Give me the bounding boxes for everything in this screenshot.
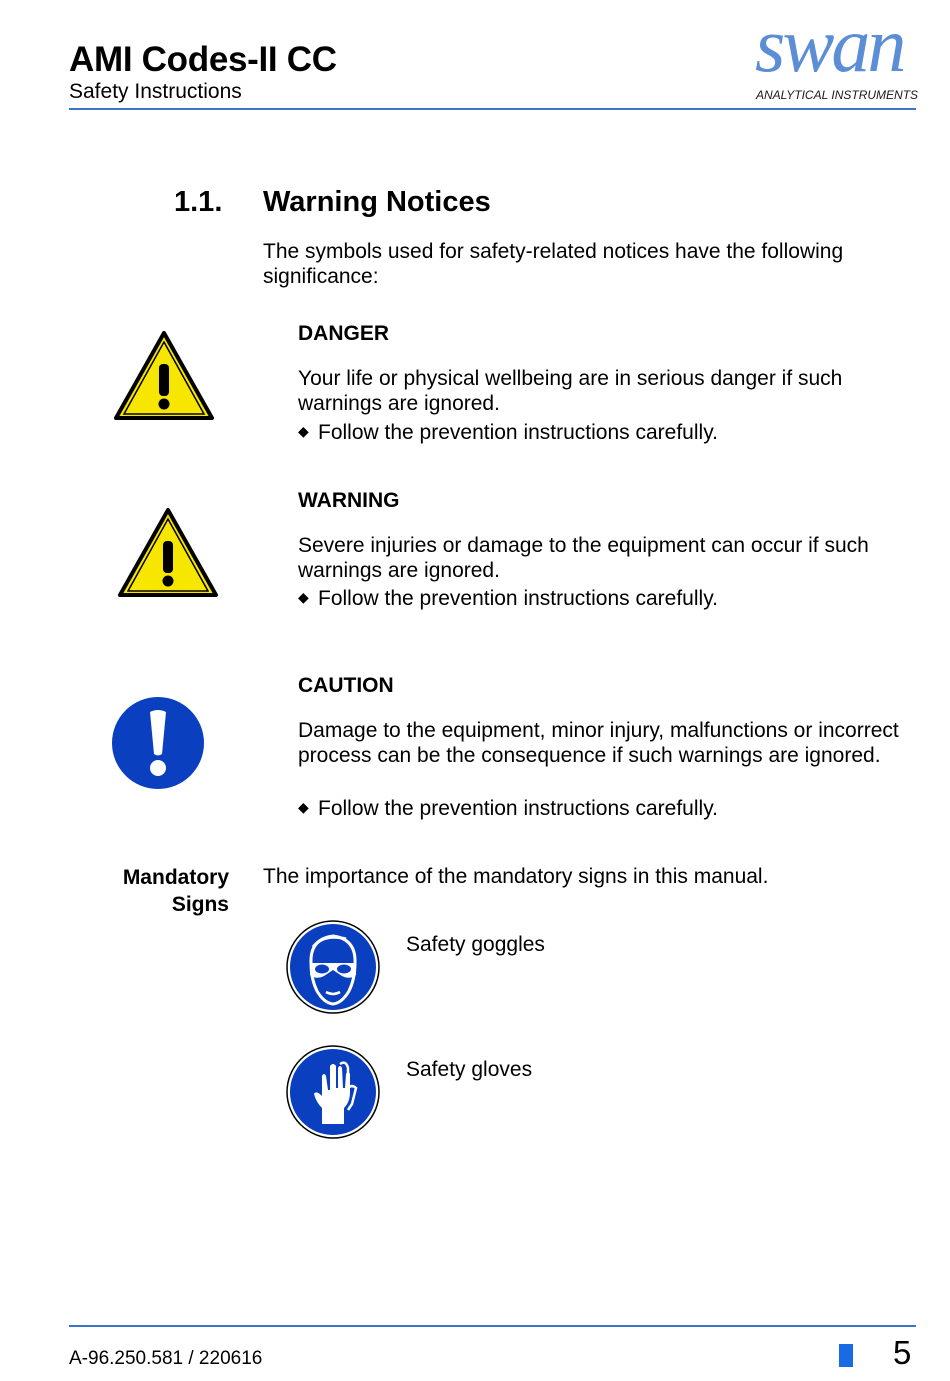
diamond-bullet-icon: ◆ [298, 423, 309, 439]
notice-bullet-caution [298, 797, 718, 821]
mandatory-signs-label [90, 864, 229, 918]
notice-text-caution: Damage to the equipment, minor injury, malfunctions or incorrect process can be the consequence if such warnings are ignored. [298, 719, 899, 767]
notice-heading-danger: DANGER [298, 322, 390, 345]
sign-label-goggles: Safety goggles [406, 933, 545, 956]
warning-triangle-icon [117, 507, 219, 599]
bullet-text: Follow the prevention instructions carefully. [318, 421, 718, 444]
diamond-bullet-icon: ◆ [298, 589, 309, 605]
notice-heading-warning: WARNING [298, 489, 400, 512]
header-rule [69, 108, 916, 110]
notice-heading-caution: CAUTION [298, 674, 394, 697]
side-label-line1: Mandatory [122, 866, 229, 889]
logo-tagline: ANALYTICAL INSTRUMENTS [756, 88, 919, 102]
section-title: Warning Notices [263, 186, 491, 218]
diamond-bullet-icon: ◆ [298, 799, 309, 815]
page-number: 5 [893, 1334, 912, 1371]
notice-text-danger: Your life or physical wellbeing are in serious danger if such warnings are ignored. [298, 367, 843, 415]
notice-text-warning: Severe injuries or damage to the equipment can occur if such warnings are ignored. [298, 534, 869, 582]
mandatory-intro: The importance of the mandatory signs in this manual. [263, 865, 769, 888]
side-label-line2: Signs [171, 893, 229, 916]
bullet-text: Follow the prevention instructions carefully. [318, 587, 718, 610]
logo-wordmark: swan [755, 1, 904, 88]
document-number: A-96.250.581 / 220616 [69, 1348, 263, 1369]
section-number: 1.1. [174, 186, 223, 218]
section-intro: The symbols used for safety-related notices have the following significance: [263, 240, 844, 288]
notice-bullet-danger [298, 421, 718, 445]
swan-logo [753, 1, 919, 104]
danger-triangle-icon [113, 330, 215, 422]
safety-gloves-icon [286, 1044, 380, 1140]
footer-rule [69, 1325, 916, 1327]
document-subtitle: Safety Instructions [69, 80, 242, 103]
sign-label-gloves: Safety gloves [406, 1058, 533, 1081]
caution-circle-icon [111, 696, 205, 790]
bullet-text: Follow the prevention instructions carefully. [318, 797, 718, 820]
document-title: AMI Codes-II CC [69, 40, 337, 79]
notice-bullet-warning [298, 587, 718, 611]
page-marker [839, 1344, 853, 1367]
safety-goggles-icon [286, 919, 380, 1015]
